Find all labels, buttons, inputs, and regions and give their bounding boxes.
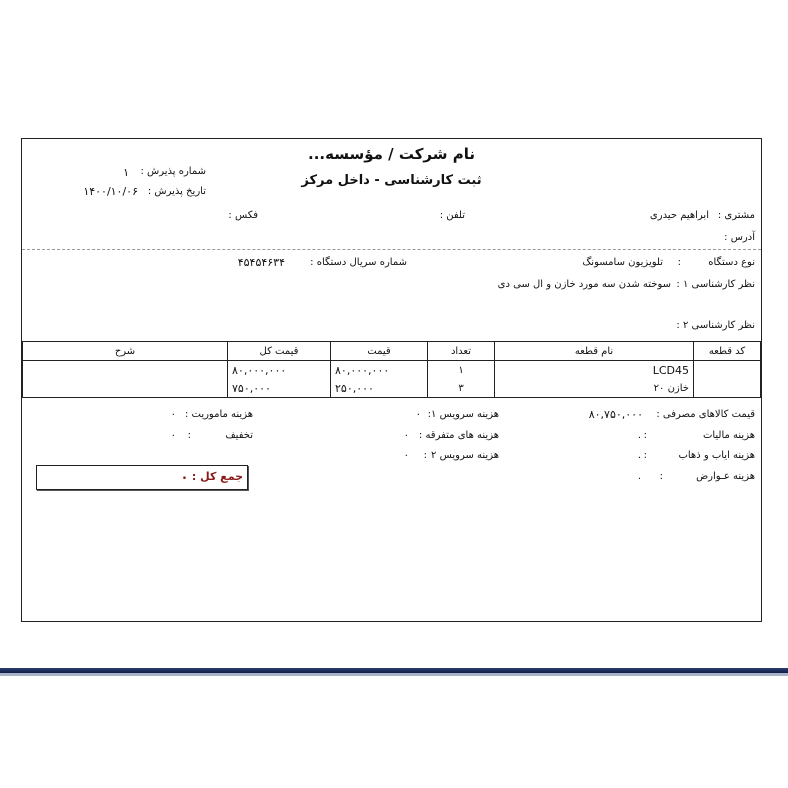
- duties-sep: :: [659, 471, 663, 482]
- cell-quantity: ۱: [428, 361, 495, 380]
- tax-value: .: [637, 430, 641, 441]
- service2-label: هزینه سرویس ۲: [431, 450, 499, 461]
- phone-label: تلفن :: [439, 210, 465, 221]
- cell-part-name: خازن ۲۰: [495, 379, 694, 398]
- form-subtitle: ثبت کارشناسی - داخل مرکز: [301, 173, 482, 188]
- separator-line: [22, 249, 761, 250]
- customer-name: ابراهیم حیدری: [649, 210, 709, 221]
- company-title: نام شرکت / مؤسسه...: [308, 145, 475, 163]
- cell-description: [23, 379, 228, 398]
- cell-total-price: ۷۵۰,۰۰۰: [228, 379, 331, 398]
- cell-code: [694, 361, 761, 380]
- discount-label: تخفیف: [225, 430, 253, 441]
- bottom-bar-shadow: [0, 673, 788, 676]
- cell-quantity: ۳: [428, 379, 495, 398]
- travel-sep: :: [643, 450, 647, 461]
- mission-cost-value: ۰: [170, 409, 176, 420]
- cell-total-price: ۸۰,۰۰۰,۰۰۰: [228, 361, 331, 380]
- cell-part-name: LCD45: [495, 361, 694, 380]
- cell-price: ۲۵۰,۰۰۰: [331, 379, 428, 398]
- address-label: آدرس :: [724, 232, 755, 243]
- grand-total-box: [36, 465, 248, 490]
- tax-sep: :: [643, 430, 647, 441]
- service2-value: ۰: [403, 450, 409, 461]
- cell-description: [23, 361, 228, 380]
- fax-label: فکس :: [228, 210, 258, 221]
- table-row: [23, 361, 761, 380]
- serial-value: ۴۵۴۵۴۶۳۴: [237, 256, 285, 269]
- table-row: [23, 379, 761, 398]
- grand-total-label: جمع کل :: [191, 470, 243, 483]
- customer-label: مشتری :: [717, 210, 755, 221]
- opinion2-label: نظر کارشناسی ۲ :: [676, 320, 755, 331]
- grand-total-value: .: [182, 468, 187, 483]
- col-header-description: شرح: [23, 342, 228, 361]
- col-header-quantity: تعداد: [428, 342, 495, 361]
- device-type-label: نوع دستگاه: [708, 257, 755, 268]
- table-header-row: [23, 342, 761, 361]
- opinion1-value: سوخته شدن سه مورد خازن و ال سی دی: [497, 279, 671, 290]
- service1-value: ۰: [415, 409, 421, 420]
- col-header-total-price: قیمت کل: [228, 342, 331, 361]
- service1-sep: :: [427, 409, 431, 420]
- cell-code: [694, 379, 761, 398]
- service2-sep: :: [423, 450, 427, 461]
- serial-label: شماره سریال دستگاه :: [310, 257, 407, 268]
- cell-price: ۸۰,۰۰۰,۰۰۰: [331, 361, 428, 380]
- discount-value: ۰: [170, 430, 176, 441]
- device-type-value: تلویزیون سامسونگ: [582, 257, 663, 268]
- service1-label: هزینه سرویس ۱: [431, 409, 499, 420]
- parts-table: [22, 341, 761, 398]
- reception-no-label: شماره پذیرش :: [140, 166, 206, 177]
- duties-label: هزینه عـوارض: [696, 471, 755, 482]
- discount-sep: :: [187, 430, 191, 441]
- device-type-sep: :: [677, 257, 681, 268]
- col-header-price: قیمت: [331, 342, 428, 361]
- col-header-code: کد قطعه: [694, 342, 761, 361]
- misc-cost-value: ۰: [403, 430, 409, 441]
- travel-value: .: [637, 450, 641, 461]
- reception-date-label: تاریخ پذیرش :: [147, 186, 206, 197]
- invoice-frame: [21, 138, 762, 622]
- mission-cost-label: هزینه ماموریت :: [184, 409, 253, 420]
- reception-date-value: ۱۴۰۰/۱۰/۰۶: [83, 185, 138, 198]
- col-header-part-name: نام قطعه: [495, 342, 694, 361]
- goods-cost-label: قیمت کالاهای مصرفی :: [656, 409, 755, 420]
- tax-label: هزینه مالیات: [702, 430, 755, 441]
- duties-value: .: [637, 471, 641, 482]
- goods-cost-value: ۸۰,۷۵۰,۰۰۰: [588, 408, 643, 421]
- reception-no-value: ۱: [123, 166, 129, 179]
- opinion1-label: نظر کارشناسی ۱ :: [676, 279, 755, 290]
- travel-label: هزینه ایاب و ذهاب: [678, 450, 755, 461]
- misc-cost-label: هزینه های متفرقه :: [418, 430, 499, 441]
